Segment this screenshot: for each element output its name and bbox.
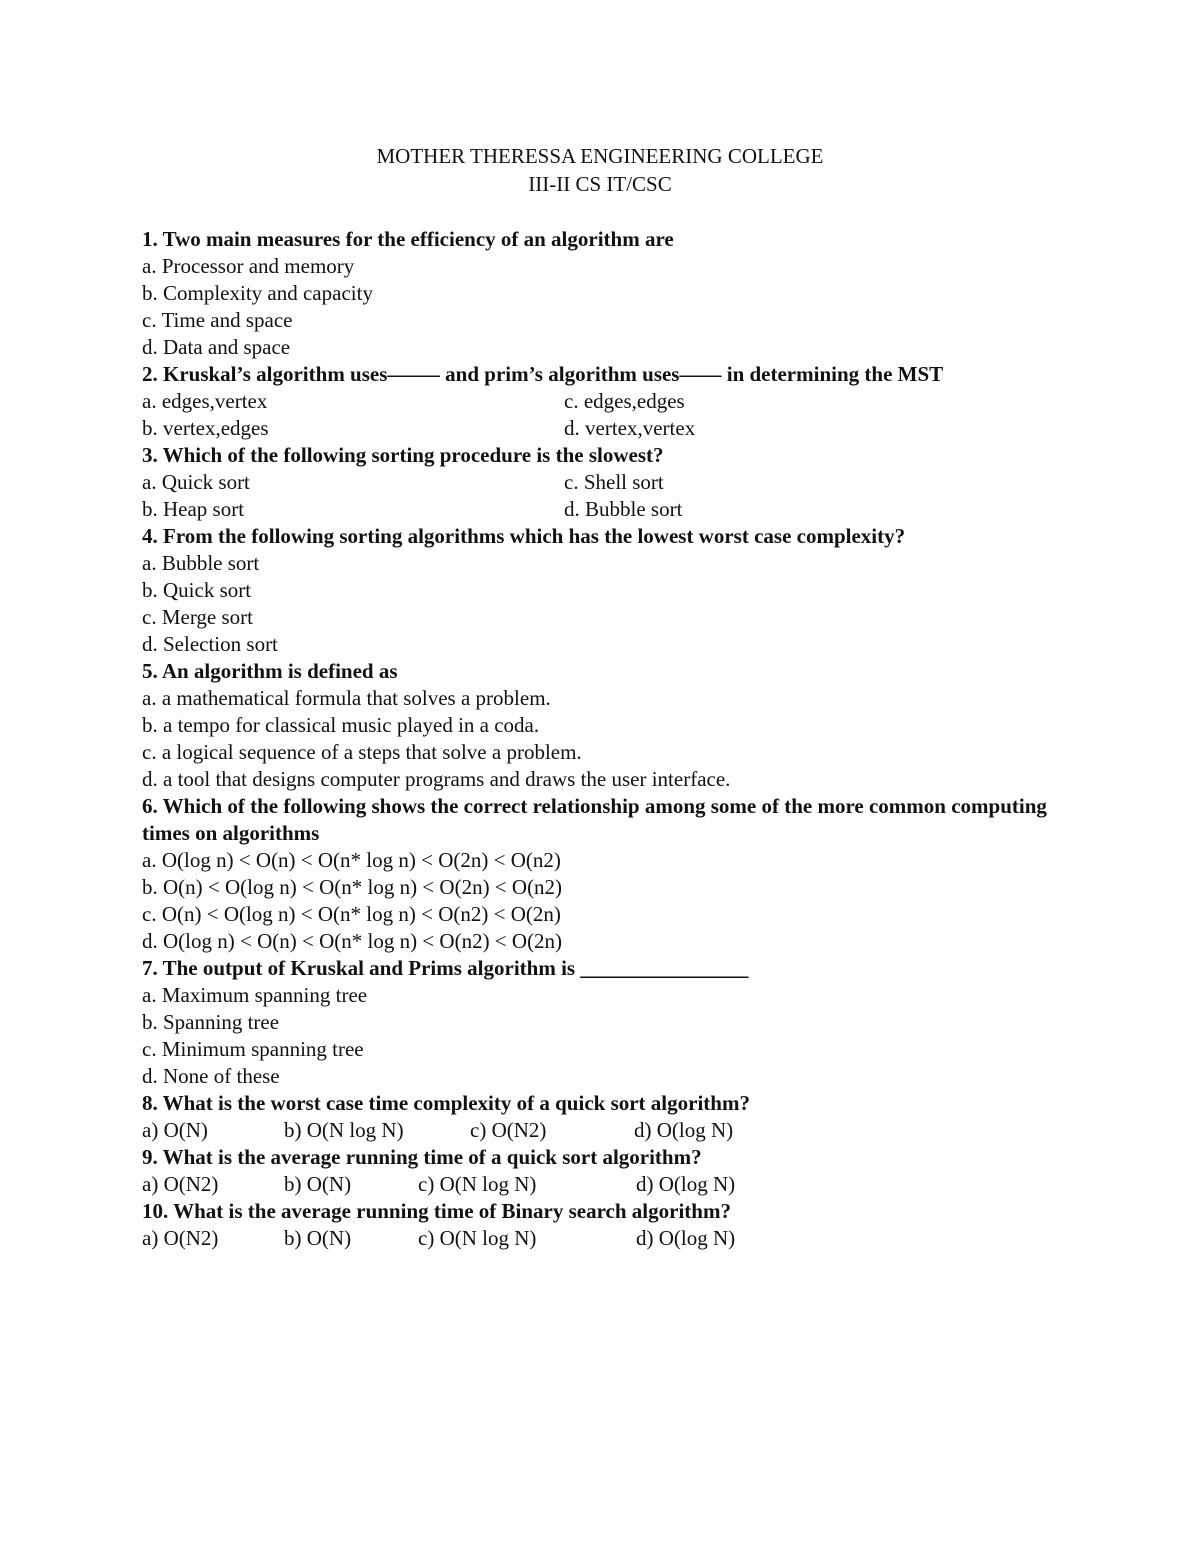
question-7: 7. The output of Kruskal and Prims algorithm is ________________ xyxy=(142,956,749,980)
option: b. vertex,edges xyxy=(142,416,269,440)
option: d. Selection sort xyxy=(142,632,278,656)
option: c. Minimum spanning tree xyxy=(142,1037,364,1061)
options-grid xyxy=(142,388,1062,442)
exam-page xyxy=(142,142,1062,1252)
option: a. edges,vertex xyxy=(142,389,268,413)
question-6: 6. Which of the following shows the correct relationship among some of the more common computing times on algorithms xyxy=(142,794,1047,845)
question-4: 4. From the following sorting algorithms which has the lowest worst case complexity? xyxy=(142,524,906,548)
college-name: MOTHER THERESSA ENGINEERING COLLEGE xyxy=(376,144,824,168)
option: b. a tempo for classical music played in a coda. xyxy=(142,713,540,737)
option: d. None of these xyxy=(142,1064,280,1088)
option: c. edges,edges xyxy=(564,389,685,413)
question-10: 10. What is the average running time of Binary search algorithm? xyxy=(142,1199,731,1223)
option: a. Quick sort xyxy=(142,470,250,494)
question-5: 5. An algorithm is defined as xyxy=(142,659,398,683)
question-2: 2. Kruskal’s algorithm uses––––– and prim’s algorithm uses–––– in determining the MST xyxy=(142,362,944,386)
option: a. a mathematical formula that solves a problem. xyxy=(142,686,551,710)
question-3: 3. Which of the following sorting procedure is the slowest? xyxy=(142,443,664,467)
option: a. Bubble sort xyxy=(142,551,260,575)
option: c. a logical sequence of a steps that solve a problem. xyxy=(142,740,582,764)
option: a) O(N2) xyxy=(142,1172,219,1196)
question-list xyxy=(142,226,1062,1252)
option: d. vertex,vertex xyxy=(564,416,696,440)
question-8: 8. What is the worst case time complexity of a quick sort algorithm? xyxy=(142,1091,750,1115)
option: a. Processor and memory xyxy=(142,254,355,278)
option: a. O(log n) < O(n) < O(n* log n) < O(2n) < O(n2) xyxy=(142,848,561,872)
option: b. Spanning tree xyxy=(142,1010,280,1034)
options-row xyxy=(142,1225,1062,1252)
option: d. Data and space xyxy=(142,335,291,359)
option: a. Maximum spanning tree xyxy=(142,983,368,1007)
option: b. Complexity and capacity xyxy=(142,281,373,305)
option: c. Merge sort xyxy=(142,605,253,629)
option: c) O(N log N) xyxy=(418,1226,537,1250)
option: b. O(n) < O(log n) < O(n* log n) < O(2n) < O(n2) xyxy=(142,875,563,899)
option: b. Heap sort xyxy=(142,497,245,521)
options-row xyxy=(142,1117,1062,1144)
options-row xyxy=(142,1171,1062,1198)
document-header xyxy=(142,142,1058,198)
option: a) O(N2) xyxy=(142,1226,219,1250)
option: d) O(log N) xyxy=(636,1172,736,1196)
option: b) O(N) xyxy=(284,1172,352,1196)
option: c. Shell sort xyxy=(564,470,664,494)
option: d. a tool that designs computer programs and draws the user interface. xyxy=(142,767,731,791)
option: b) O(N) xyxy=(284,1226,352,1250)
option: c. Time and space xyxy=(142,308,293,332)
option: c. O(n) < O(log n) < O(n* log n) < O(n2) < O(2n) xyxy=(142,902,561,926)
option: d) O(log N) xyxy=(636,1226,736,1250)
option: d. O(log n) < O(n) < O(n* log n) < O(n2) < O(2n) xyxy=(142,929,563,953)
option: d. Bubble sort xyxy=(564,497,683,521)
class-code: III-II CS IT/CSC xyxy=(528,172,672,196)
options-grid xyxy=(142,469,1062,523)
option: a) O(N) xyxy=(142,1118,208,1142)
option: c) O(N2) xyxy=(470,1118,547,1142)
option: b. Quick sort xyxy=(142,578,252,602)
question-9: 9. What is the average running time of a quick sort algorithm? xyxy=(142,1145,702,1169)
question-1: 1. Two main measures for the efficiency of an algorithm are xyxy=(142,227,674,251)
option: d) O(log N) xyxy=(634,1118,734,1142)
option: b) O(N log N) xyxy=(284,1118,404,1142)
option: c) O(N log N) xyxy=(418,1172,537,1196)
